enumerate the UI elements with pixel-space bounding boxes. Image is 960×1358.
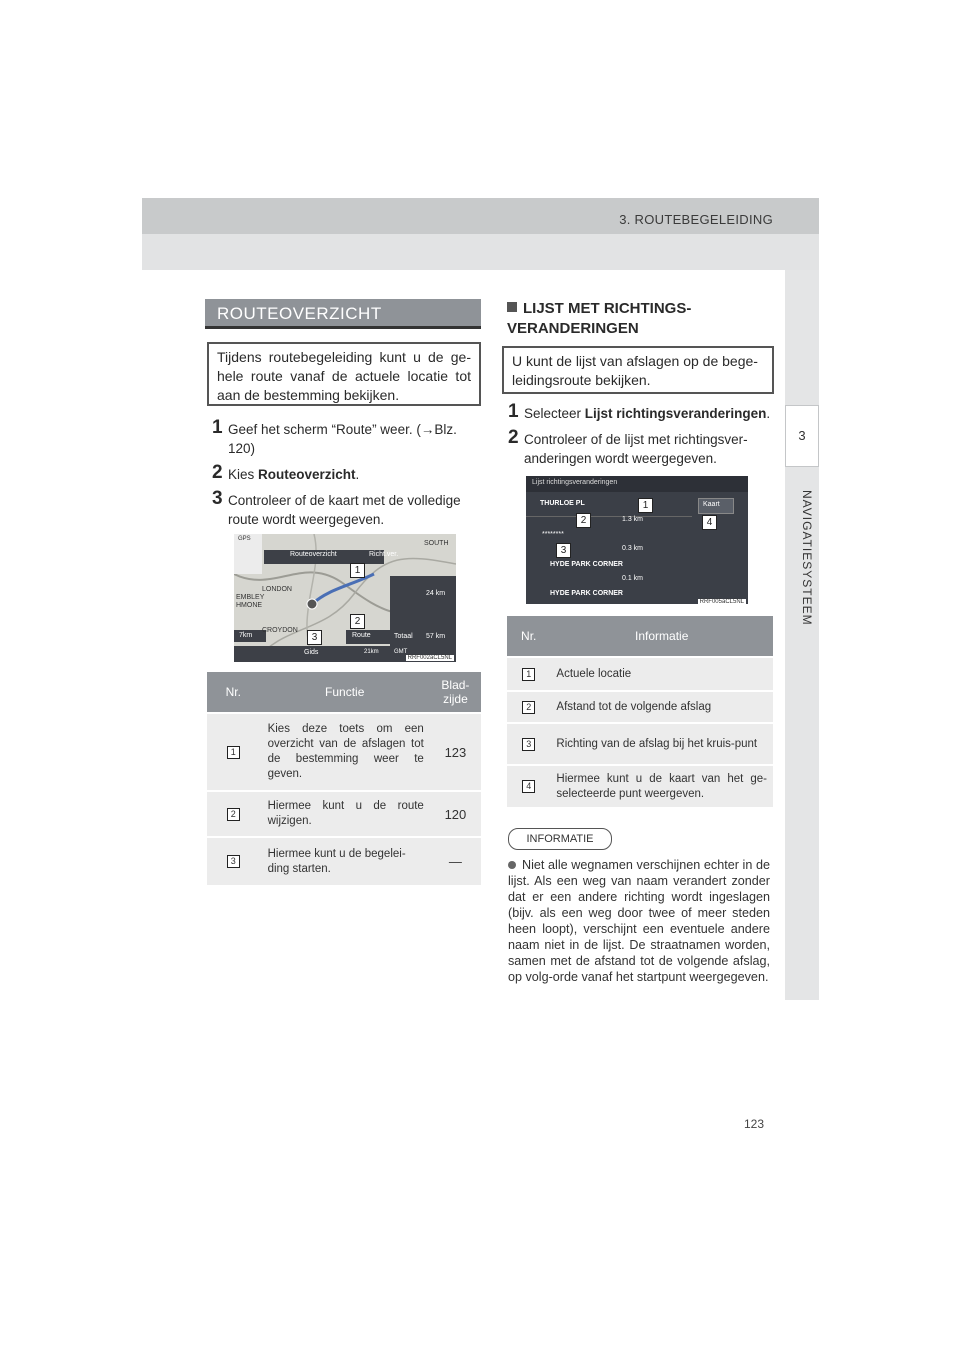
street-distance: 0.3 km (622, 545, 644, 552)
street-name: THURLOE PL (540, 500, 585, 507)
street-name: HYDE PARK CORNER (550, 590, 623, 597)
distance-value: 21km (364, 649, 379, 655)
row-number (507, 657, 550, 691)
row-page: 120 (430, 791, 481, 837)
row-number-box: 2 (522, 701, 535, 714)
col-header-nr: Nr. (507, 616, 550, 657)
distance-value: 57 km (426, 633, 446, 640)
side-tab-label: NAVIGATIESYSTEEM (800, 490, 814, 626)
turn-list-screenshot (526, 476, 748, 604)
screen-title: Lijst richtingsveranderingen (532, 479, 618, 486)
row-text: Hiermee kunt u de route wijzigen. (260, 791, 430, 837)
street-distance: 1.3 km (622, 516, 644, 523)
step-prefix: Kies (228, 467, 259, 482)
table-row (507, 765, 773, 807)
row-number-box: 1 (522, 668, 535, 681)
table-header-row (207, 672, 481, 713)
step-suffix: . (355, 467, 360, 482)
row-page: 123 (430, 713, 481, 791)
row-number (207, 837, 260, 885)
step-text: Controleer of de kaart met de volledige route wordt weergegeven. (228, 493, 461, 527)
step-prefix: Selecteer (524, 406, 585, 421)
btn-routeoverzicht: Routeoverzicht (290, 551, 337, 558)
chapter-title: 3. ROUTEBEGELEIDING (619, 212, 773, 227)
row-text: Afstand tot de volgende afslag (550, 691, 773, 723)
street-name: HYDE PARK CORNER (550, 561, 623, 568)
row-number (207, 791, 260, 837)
row-number-box: 2 (227, 808, 240, 821)
callout-1: 1 (638, 498, 653, 513)
kaart-label: Kaart (703, 501, 720, 508)
right-step-2 (508, 427, 778, 468)
square-bullet-icon (507, 302, 517, 312)
table-header-row (507, 616, 773, 657)
step-number: 2 (212, 462, 223, 483)
map-place: HMONE (236, 602, 263, 609)
row-text: Kies deze toets om een overzicht van de afslagen tot de bestemming weer te geven. (260, 713, 430, 791)
row-number (207, 713, 260, 791)
informatie-text (508, 857, 770, 985)
sub-heading-lijst (507, 299, 777, 339)
figure-code: RRF002aCL5NL (407, 655, 452, 661)
step-bold: Lijst richtingsveranderingen (584, 406, 767, 421)
step-number: 1 (212, 417, 223, 438)
row-text: Hiermee kunt u de begelei-ding starten. (260, 837, 430, 885)
map-place: CROYDON (262, 627, 298, 634)
intro-box-right: U kunt de lijst van afslagen op de bege-leidingsroute bekijken. (502, 346, 774, 394)
step-text (508, 401, 778, 423)
street-name: ******** (542, 531, 564, 538)
time-zone: GMT (394, 649, 408, 655)
col-header-informatie: Informatie (550, 616, 773, 657)
row-text: Hiermee kunt u de kaart van het ge-selecteerde punt weergeven. (550, 765, 773, 807)
row-text: Richting van de afslag bij het kruis-punt (550, 723, 773, 765)
callout-1: 1 (350, 563, 365, 578)
scale-value: 7km (239, 632, 253, 639)
row-number-box: 3 (227, 855, 240, 868)
callout-4: 4 (702, 515, 717, 530)
map-place: LONDON (262, 586, 292, 593)
gps-label: GPS (238, 536, 251, 542)
bullet-dot-icon (508, 861, 516, 869)
step-number: 1 (508, 401, 519, 422)
table-row (207, 713, 481, 791)
table-row (207, 837, 481, 885)
map-place: EMBLEY (236, 594, 265, 601)
step-text: Controleer of de lijst met richtingsver-anderingen wordt weergegeven. (524, 432, 748, 466)
step-text: Geef het scherm “Route” weer. (→Blz. 120) (228, 422, 457, 456)
label-totaal: Totaal (394, 633, 413, 640)
row-number-box: 4 (522, 780, 535, 793)
step-bold: Routeoverzicht (258, 467, 356, 482)
row-text: Actuele locatie (550, 657, 773, 691)
map-image (234, 534, 456, 662)
figure-code: RRF005aCL5NL (699, 599, 744, 604)
row-number-box: 3 (522, 738, 535, 751)
information-table (507, 616, 773, 807)
callout-2: 2 (350, 614, 365, 629)
header-band (142, 198, 819, 270)
left-step-2 (212, 462, 482, 484)
row-page: — (430, 837, 481, 885)
callout-3: 3 (307, 630, 322, 645)
row-number (507, 723, 550, 765)
informatie-label: INFORMATIE (508, 828, 612, 850)
row-number (507, 765, 550, 807)
table-row (507, 691, 773, 723)
step-suffix: . (766, 406, 771, 421)
table-row (507, 657, 773, 691)
left-step-3 (212, 488, 482, 529)
col-header-bladzijde: Blad-zijde (430, 672, 481, 713)
callout-2: 2 (576, 513, 591, 528)
distance-value: 24 km (426, 590, 446, 597)
sub-heading-text: LIJST MET RICHTINGS-VERANDERINGEN (507, 300, 692, 337)
step-number: 3 (212, 488, 223, 509)
callout-3: 3 (556, 543, 571, 558)
intro-box-left: Tijdens routebegeleiding kunt u de ge-hele route vanaf de actuele locatie tot aan de bestemming bekijken. (207, 342, 481, 406)
col-header-nr: Nr. (207, 672, 260, 713)
right-step-1 (508, 401, 778, 423)
row-number (507, 691, 550, 723)
header-top-strip (142, 198, 819, 234)
table-row (207, 791, 481, 837)
section-heading-routeoverzicht: ROUTEOVERZICHT (205, 299, 481, 329)
step-text (212, 462, 482, 484)
btn-richt-ver: Richt.ver. (369, 551, 399, 558)
btn-gids: Gids (304, 649, 319, 656)
step-number: 2 (508, 427, 519, 448)
side-tab-number: 3 (785, 405, 819, 467)
left-step-1 (212, 417, 482, 458)
btn-route: Route (352, 632, 371, 639)
col-header-functie: Functie (260, 672, 430, 713)
street-distance: 0.1 km (622, 575, 644, 582)
row-number-box: 1 (227, 746, 240, 759)
map-place: SOUTH (424, 540, 449, 547)
page-number: 123 (744, 1117, 765, 1131)
functions-table (207, 672, 481, 885)
route-overview-screenshot (234, 534, 456, 662)
table-row (507, 723, 773, 765)
informatie-body: Niet alle wegnamen verschijnen echter in de lijst. Als een weg van naam verandert zonder dat er een andere richting wordt ingeslagen (bijv. als een weg door twee of meer steden heen loopt), verschijnt een eventuele andere naam niet in de lijst. De straatnamen worden, samen met de afstand tot de volgende afslag, op volg-orde vanaf het startpunt weergegeven. (508, 858, 770, 984)
